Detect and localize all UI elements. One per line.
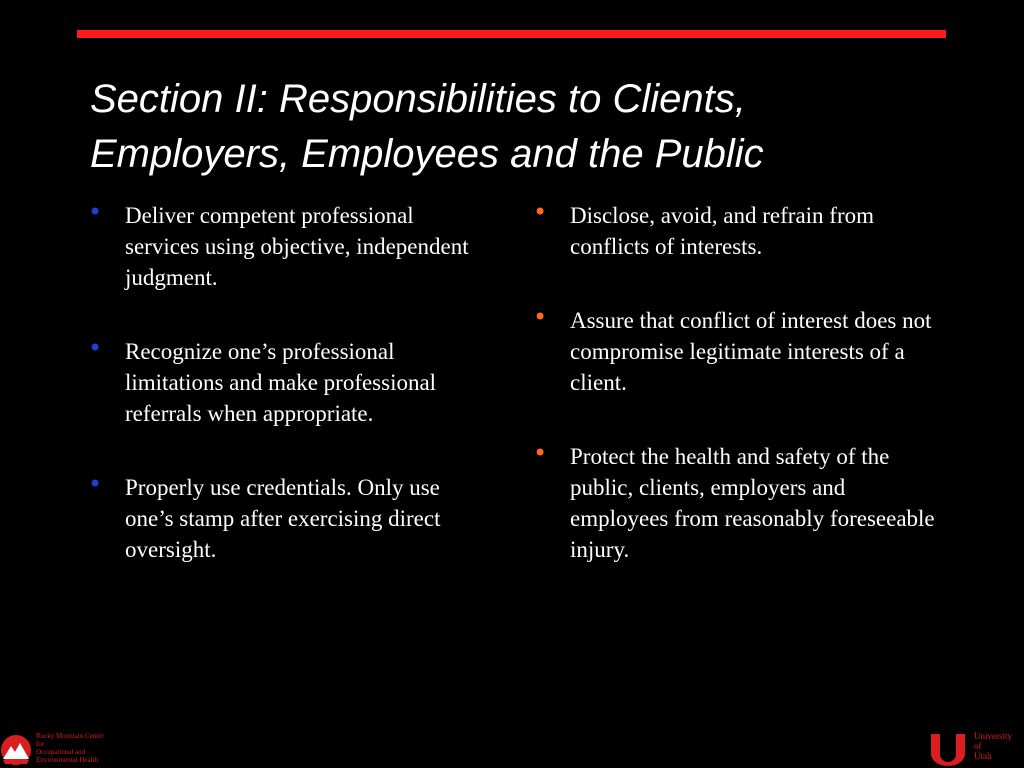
bullet-text: Protect the health and safety of the public, clients, employers and employees from reasonably foreseeable injury. (570, 444, 935, 562)
bullet-icon: • (88, 198, 103, 226)
footer-university-name (974, 731, 1012, 761)
footer-right-branding (928, 730, 1024, 768)
org-line-2: for (36, 740, 45, 748)
org-line-4: Environmental Health (36, 756, 99, 764)
left-bullet-item-1 (88, 200, 493, 293)
left-bullet-item-2 (88, 336, 493, 429)
right-bullet-item-1 (533, 200, 943, 262)
title-line-1: Section II: Responsibilities to Clients, (90, 77, 746, 121)
org-line-1: Rocky Mountain Center (36, 732, 104, 740)
bullet-text: Disclose, avoid, and refrain from conflicts of interests. (570, 203, 875, 259)
university-u-logo-icon (928, 732, 968, 766)
bullet-icon: • (533, 303, 548, 331)
mountain-logo-icon (0, 734, 32, 766)
bullet-text: Assure that conflict of interest does not compromise legitimate interests of a client. (570, 308, 932, 395)
bullet-icon: • (533, 439, 548, 467)
slide-title (90, 72, 990, 182)
bullet-icon: • (88, 334, 103, 362)
right-bullet-item-2 (533, 305, 943, 398)
university-line-2: of (974, 741, 982, 751)
right-bullet-item-3 (533, 441, 943, 565)
footer-org-name (36, 732, 126, 764)
university-line-1: University (974, 731, 1012, 741)
university-line-3: Utah (974, 751, 992, 761)
bullet-icon: • (88, 470, 103, 498)
bullet-text: Recognize one’s professional limitations and make professional referrals when appropriate. (125, 339, 437, 426)
left-bullet-list (88, 200, 493, 608)
footer-left-branding (0, 730, 130, 768)
bullet-icon: • (533, 198, 548, 226)
bullet-text: Properly use credentials. Only use one’s stamp after exercising direct oversight. (125, 475, 441, 562)
left-bullet-item-3 (88, 472, 493, 565)
bullet-text: Deliver competent professional services using objective, independent judgment. (125, 203, 469, 290)
right-bullet-list (533, 200, 943, 608)
top-red-rule (77, 30, 946, 38)
title-line-2: Employers, Employees and the Public (90, 132, 764, 176)
org-line-3: Occupational and (36, 748, 86, 756)
